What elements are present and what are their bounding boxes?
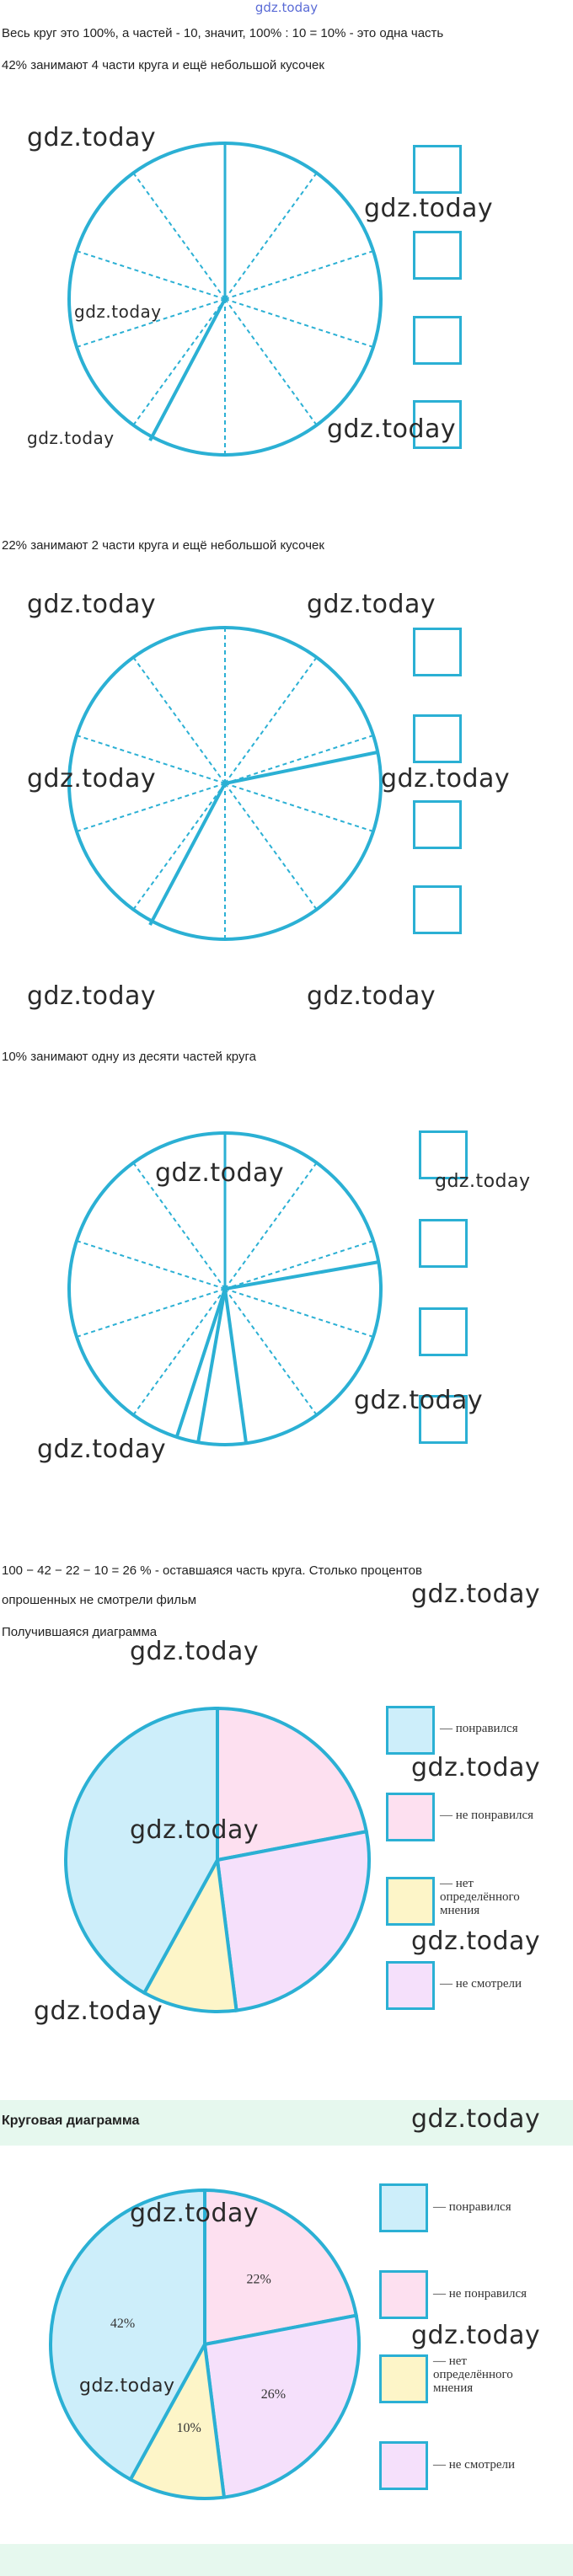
legend-notwatched-swatch [379, 2441, 428, 2490]
boundary-line [225, 1262, 379, 1289]
watermark: gdz.today [364, 194, 494, 223]
legend-liked-label: — понравился [440, 1722, 518, 1735]
legend-box [413, 800, 462, 849]
watermark: gdz.today [79, 2376, 175, 2397]
legend-undecided-swatch [379, 2354, 428, 2403]
watermark: gdz.today [34, 1996, 163, 2026]
watermark: gdz.today [411, 1579, 541, 1609]
watermark: gdz.today [27, 428, 115, 448]
watermark: gdz.today [307, 981, 436, 1011]
intro-line: Весь круг это 100%, а частей - 10, значит, 100% : 10 = 10% - это одна часть [2, 26, 444, 40]
legend-notwatched-label: — не смотрели [440, 1977, 522, 1991]
legend-undecided-label [440, 1877, 520, 1917]
pie-slice-label: 22% [246, 2272, 271, 2287]
watermark: gdz.today [327, 414, 457, 444]
watermark: gdz.today [435, 1171, 531, 1192]
section-10-caption: 10% занимают одну из десяти частей круга [2, 1050, 256, 1064]
legend-notwatched-label: — не смотрели [433, 2458, 516, 2472]
watermark: gdz.today [74, 302, 162, 322]
watermark: gdz.today [130, 1815, 260, 1845]
watermark: gdz.today [155, 1158, 285, 1188]
legend-undecided-line: определённого [433, 2368, 513, 2381]
remainder-line-1: 100 − 42 − 22 − 10 = 26 % - оставшаяся часть круга. Столько процентов [2, 1563, 422, 1578]
legend-box [419, 1307, 468, 1356]
final-pie-chart [38, 2178, 375, 2515]
pie-slice [205, 2316, 359, 2498]
watermark: gdz.today [411, 1753, 541, 1782]
boundary-line [198, 1289, 225, 1443]
legend-undecided-line: — нет [433, 2354, 467, 2368]
legend-disliked-label: — не понравился [440, 1809, 534, 1822]
watermark: gdz.today [411, 2321, 541, 2350]
watermark: gdz.today [411, 1927, 541, 1956]
site-logo[interactable]: gdz.today [254, 0, 319, 15]
legend-undecided-line: мнения [440, 1904, 480, 1917]
watermark: gdz.today [37, 1435, 167, 1464]
boundary-line [225, 1289, 246, 1443]
section-22-caption: 22% занимают 2 части круга и ещё небольшой кусочек [2, 538, 324, 553]
legend-disliked-swatch [379, 2270, 428, 2319]
boundary-line [150, 783, 225, 925]
pie-slice-label: 10% [176, 2420, 201, 2435]
remainder-line-2: опрошенных не смотрели фильм [2, 1593, 197, 1607]
legend-notwatched-swatch [386, 1961, 435, 2010]
pie-slice-label: 42% [110, 2316, 136, 2331]
legend-box [419, 1219, 468, 1268]
circle-22-diagram [51, 611, 388, 981]
legend-undecided-label [433, 2354, 513, 2395]
result-pie-chart [51, 1693, 388, 2030]
legend-undecided-swatch [386, 1877, 435, 1926]
watermark: gdz.today [130, 1637, 260, 1666]
legend-liked-swatch [386, 1706, 435, 1755]
watermark: gdz.today [27, 590, 157, 619]
legend-box [413, 316, 462, 365]
watermark: gdz.today [381, 764, 511, 794]
legend-box [413, 714, 462, 763]
watermark: gdz.today [27, 123, 157, 152]
legend-box [413, 628, 462, 676]
legend-box [413, 231, 462, 280]
legend-box [413, 885, 462, 934]
pie-slice-label: 26% [260, 2387, 286, 2402]
boundary-line [177, 1289, 225, 1436]
pie-slice [217, 1831, 369, 2010]
legend-undecided-line: — нет [440, 1877, 474, 1890]
legend-disliked-swatch [386, 1793, 435, 1841]
legend-disliked-label: — не понравился [433, 2287, 527, 2301]
watermark: gdz.today [354, 1386, 484, 1415]
section-band [0, 2544, 573, 2576]
watermark: gdz.today [411, 2104, 541, 2134]
result-diagram-caption: Получившаяся диаграмма [2, 1625, 158, 1639]
watermark: gdz.today [130, 2199, 260, 2228]
watermark: gdz.today [27, 981, 157, 1011]
watermark: gdz.today [27, 764, 157, 794]
legend-undecided-line: определённого [440, 1890, 520, 1904]
legend-liked-swatch [379, 2183, 428, 2232]
legend-undecided-line: мнения [433, 2381, 474, 2395]
legend-box [413, 145, 462, 194]
band-title: Круговая диаграмма [2, 2114, 140, 2128]
watermark: gdz.today [307, 590, 436, 619]
legend-liked-label: — понравился [433, 2200, 511, 2214]
section-42-caption: 42% занимают 4 части круга и ещё небольшой кусочек [2, 58, 324, 72]
boundary-line [225, 752, 378, 783]
